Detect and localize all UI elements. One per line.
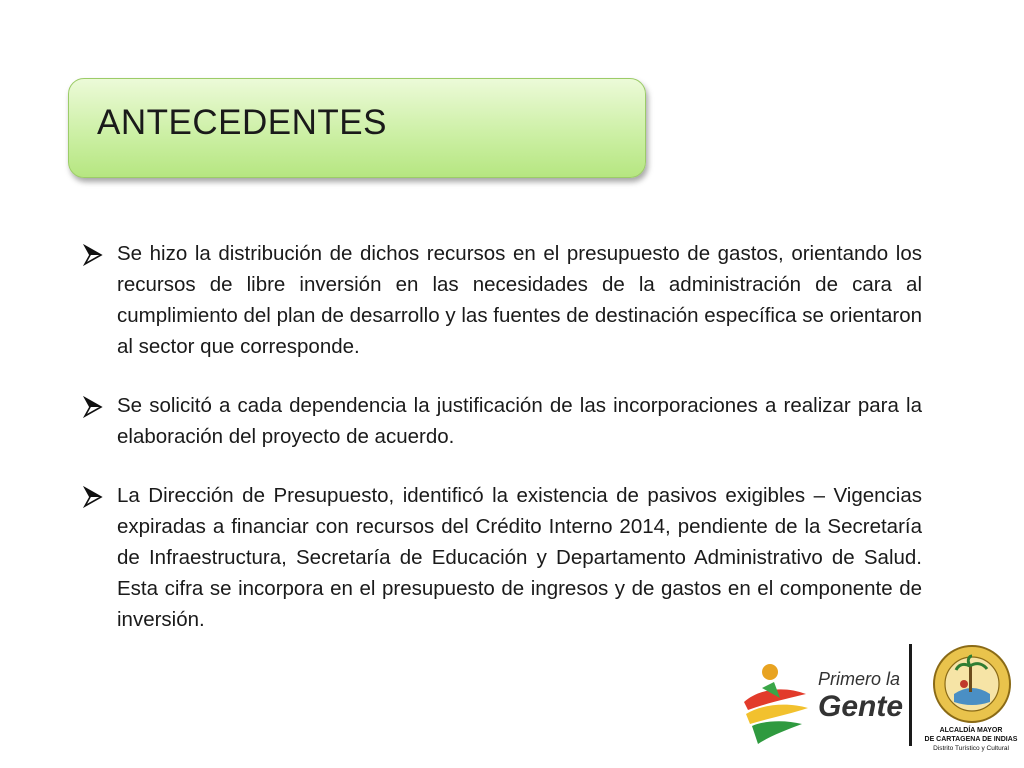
bullet-item	[82, 390, 922, 452]
arrow-bullet-icon	[82, 486, 104, 508]
alcaldia-line-2: DE CARTAGENA DE INDIAS	[924, 736, 1018, 743]
arrow-bullet-icon	[82, 396, 104, 418]
bullet-item	[82, 480, 922, 635]
title-box	[68, 78, 646, 178]
logo-line-1: Primero la	[818, 669, 901, 689]
alcaldia-wordmark	[922, 726, 1020, 753]
primero-la-gente-wordmark	[818, 668, 908, 724]
footer-logos	[736, 640, 1024, 768]
logo-line-2: Gente	[818, 690, 904, 723]
arrow-bullet-icon	[82, 244, 104, 266]
bullet-text: Se solicitó a cada dependencia la justificación de las incorporaciones a realizar para la elaboración del proyecto de acuerdo.	[117, 394, 922, 448]
alcaldia-line-3: Distrito Turístico y Cultural	[933, 745, 1009, 752]
bullet-list	[82, 238, 922, 663]
bullet-item	[82, 238, 922, 362]
bullet-text: Se hizo la distribución de dichos recursos en el presupuesto de gastos, orientando los recursos de libre inversión en las necesidades de la administración de cara al cumplimiento del plan de desarrollo y las fuentes de destinación específica se orientaron al sector que corresponde.	[117, 242, 922, 358]
bullet-text: La Dirección de Presupuesto, identificó la existencia de pasivos exigibles – Vigencias expiradas a financiar con recursos del Crédito Interno 2014, pendiente de la Secretaría de Infraestructura, Secretaría de Educación y Departamento Administrativo de Salud. Esta cifra se incorpora en el presupuesto de ingresos y de gastos en el componente de inversión.	[117, 484, 922, 631]
alcaldia-line-1: ALCALDÍA MAYOR	[939, 727, 1003, 734]
logo-divider	[909, 644, 912, 746]
primero-la-gente-logo-icon	[740, 658, 810, 754]
slide-title: ANTECEDENTES	[97, 103, 387, 142]
cartagena-seal-icon	[932, 644, 1012, 724]
